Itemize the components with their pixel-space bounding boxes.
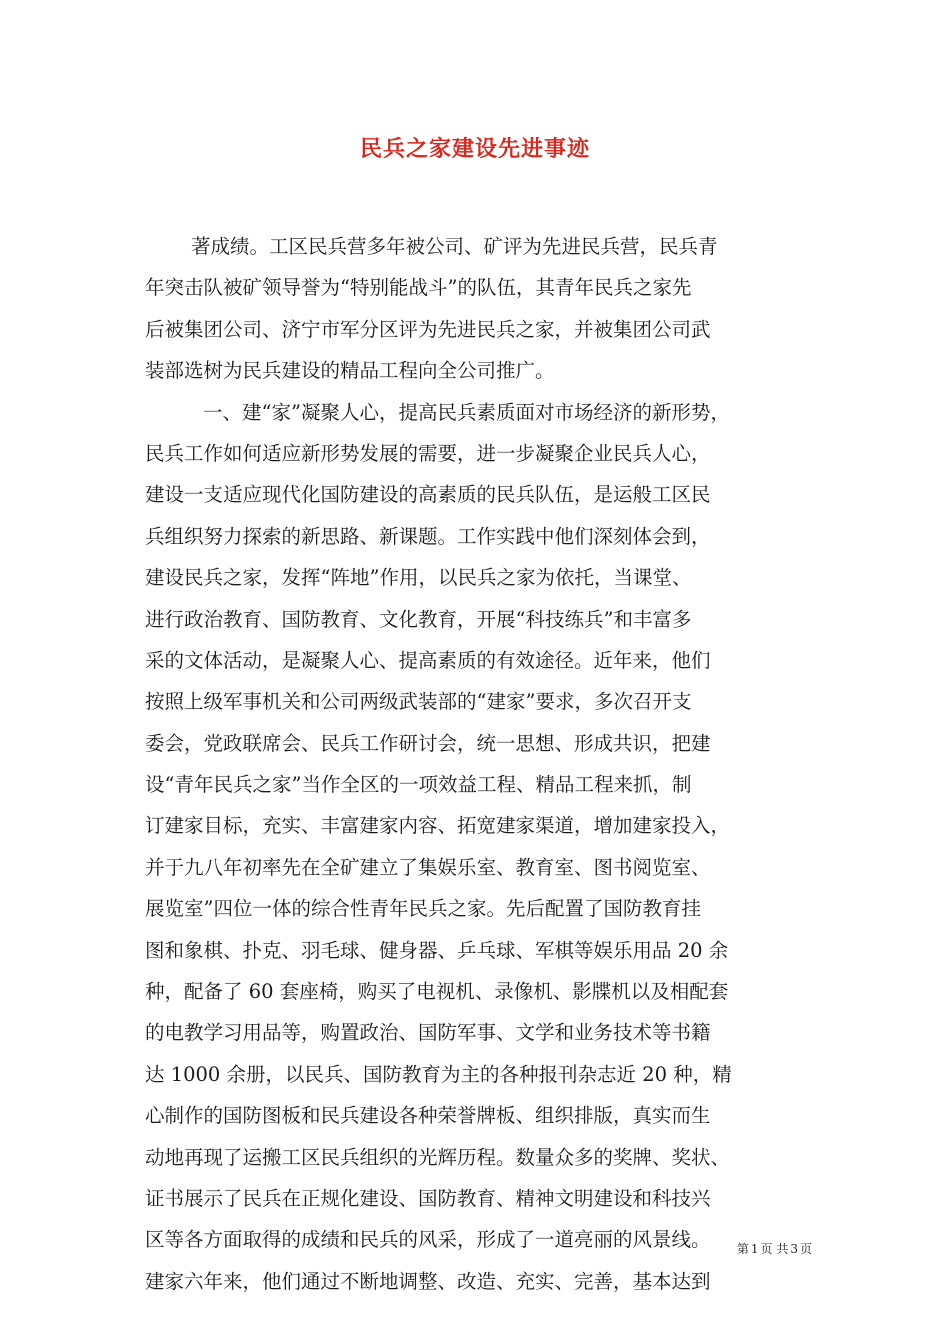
text-line: 区等各方面取得的成绩和民兵的风采，形成了一道亮丽的风景线。 xyxy=(145,1228,711,1252)
text-line: 并于九八年初率先在全矿建立了集娱乐室、教育室、图书阅览室、 xyxy=(145,855,711,879)
text-line: 设“青年民兵之家”当作全区的一项效益工程、精品工程来抓，制 xyxy=(145,773,692,797)
text-line: 心制作的国防图板和民兵建设各种荣誉牌板、组织排版，真实而生 xyxy=(145,1104,711,1128)
document-title: 民兵之家建设先进事迹 xyxy=(359,136,590,162)
text-line: 订建家目标，充实、丰富建家内容、拓宽建家渠道，增加建家投入， xyxy=(145,814,731,838)
document-body xyxy=(145,226,825,1302)
footer-suffix: 页 xyxy=(799,1242,812,1256)
text-line: 著成绩。工区民兵营多年被公司、矿评为先进民兵营，民兵青 xyxy=(191,235,718,258)
text-line: 一、建“家”凝聚人心，提高民兵素质面对市场经济的新形势， xyxy=(203,400,730,424)
text-line: 采的文体活动，是凝聚人心、提高素质的有效途径。近年来，他们 xyxy=(145,648,711,672)
text-line: 装部选树为民兵建设的精品工程向全公司推广。 xyxy=(145,359,555,383)
current-page-number: 1 xyxy=(750,1242,759,1256)
text-line: 证书展示了民兵在正规化建设、国防教育、精神文明建设和科技兴 xyxy=(145,1186,711,1210)
text-line: 种，配备了 60 套座椅，购买了电视机、录像机、影牒机以及相配套 xyxy=(145,980,729,1004)
text-line: 委会，党政联席会、民兵工作研讨会，统一思想、形成共识，把建 xyxy=(145,731,711,755)
text-line: 兵组织努力探索的新思路、新课题。工作实践中他们深刻体会到， xyxy=(145,524,711,548)
text-line: 图和象棋、扑克、羽毛球、健身器、乒乓球、军棋等娱乐用品 20 余 xyxy=(145,938,729,962)
text-line: 达 1000 余册，以民兵、国防教育为主的各种报刊杂志近 20 种，精 xyxy=(145,1062,732,1086)
text-line: 年突击队被矿领导誉为“特别能战斗”的队伍，其青年民兵之家先 xyxy=(145,276,692,300)
text-line: 进行政治教育、国防教育、文化教育，开展“科技练兵”和丰富多 xyxy=(145,607,692,631)
text-line: 展览室”四位一体的综合性青年民兵之家。先后配置了国防教育挂 xyxy=(145,897,701,921)
total-page-count: 3 xyxy=(790,1242,798,1256)
text-line: 建家六年来，他们通过不断地调整、改造、充实、完善，基本达到 xyxy=(145,1269,711,1293)
text-line: 民兵工作如何适应新形势发展的需要，进一步凝聚企业民兵人心， xyxy=(145,441,711,465)
text-line: 后被集团公司、济宁市军分区评为先进民兵之家，并被集团公司武 xyxy=(145,317,711,341)
text-line: 建设民兵之家，发挥“阵地”作用，以民兵之家为依托，当课堂、 xyxy=(145,566,692,590)
text-line: 建设一支适应现代化国防建设的高素质的民兵队伍，是运般工区民 xyxy=(145,483,711,507)
text-line: 按照上级军事机关和公司两级武装部的“建家”要求，多次召开支 xyxy=(145,690,692,714)
text-line: 动地再现了运搬工区民兵组织的光辉历程。数量众多的奖牌、奖状、 xyxy=(145,1145,731,1169)
footer-prefix: 第 xyxy=(736,1242,749,1256)
footer-middle: 页 共 xyxy=(760,1242,789,1256)
page-number-footer xyxy=(736,1240,813,1257)
text-line: 的电教学习用品等，购置政治、国防军事、文学和业务技术等书籍 xyxy=(145,1021,711,1045)
